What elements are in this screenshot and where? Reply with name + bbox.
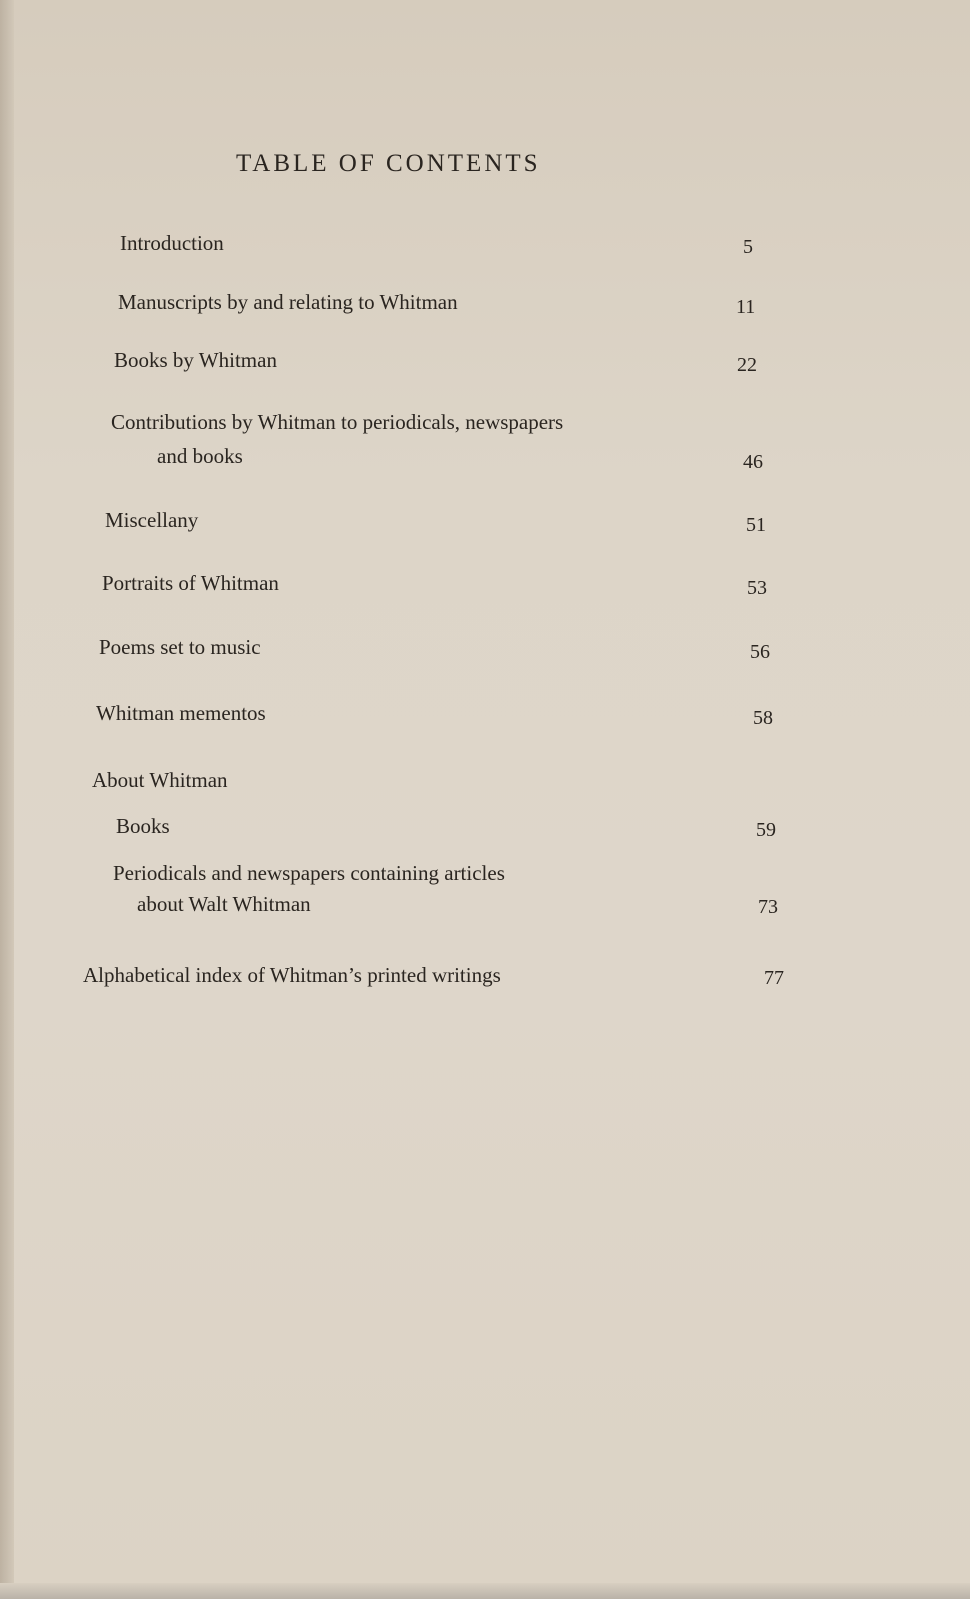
toc-entry-miscellany: Miscellany bbox=[105, 508, 199, 532]
toc-page-introduction: 5 bbox=[743, 236, 753, 258]
toc-section-about-whitman: About Whitman bbox=[92, 768, 228, 792]
toc-page-books-by-whitman: 22 bbox=[737, 354, 757, 376]
toc-page-miscellany: 51 bbox=[746, 514, 766, 536]
page-title: TABLE OF CONTENTS bbox=[236, 150, 541, 177]
page-edge-bottom bbox=[0, 1583, 970, 1599]
toc-page-alphabetical-index: 77 bbox=[764, 967, 784, 989]
toc-entry-periodicals-line2: about Walt Whitman bbox=[137, 892, 311, 916]
toc-entry-books-by-whitman: Books by Whitman bbox=[114, 348, 277, 372]
toc-page-manuscripts: 11 bbox=[736, 296, 756, 318]
toc-entry-manuscripts: Manuscripts by and relating to Whitman bbox=[118, 290, 458, 314]
toc-entry-contributions-line1: Contributions by Whitman to periodicals, newspapers bbox=[111, 410, 564, 434]
toc-entry-whitman-mementos: Whitman mementos bbox=[96, 701, 266, 725]
toc-entry-books-about: Books bbox=[116, 814, 170, 838]
toc-page-books-about: 59 bbox=[756, 819, 776, 841]
toc-entry-introduction: Introduction bbox=[120, 231, 224, 255]
toc-page-whitman-mementos: 58 bbox=[753, 707, 773, 729]
toc-page-periodicals: 73 bbox=[758, 896, 778, 918]
toc-page-poems-set-to-music: 56 bbox=[750, 641, 770, 663]
page-edge-left bbox=[0, 0, 14, 1599]
toc-entry-portraits: Portraits of Whitman bbox=[102, 571, 279, 595]
toc-entry-alphabetical-index: Alphabetical index of Whitman’s printed writings bbox=[83, 963, 501, 987]
toc-entry-contributions-line2: and books bbox=[157, 444, 243, 468]
toc-entry-periodicals-line1: Periodicals and newspapers containing articles bbox=[113, 861, 505, 885]
toc-entry-poems-set-to-music: Poems set to music bbox=[99, 635, 261, 659]
toc-page-portraits: 53 bbox=[747, 577, 767, 599]
toc-page-contributions: 46 bbox=[743, 451, 763, 473]
